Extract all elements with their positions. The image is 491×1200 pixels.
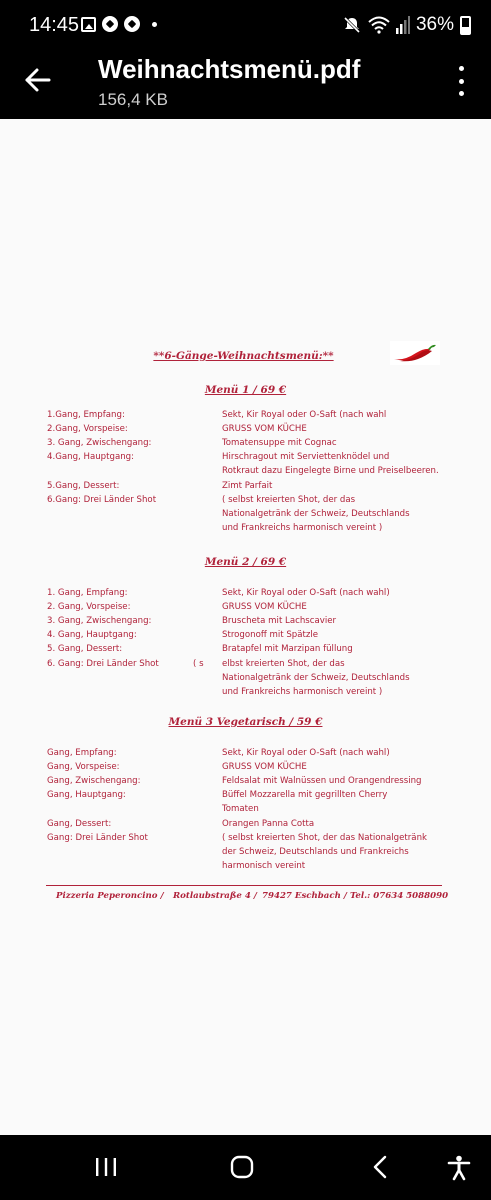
battery-percent: 36% [415,14,454,35]
course-label: 4.Gang, Hauptgang: [47,452,135,463]
course-dish: Zimt Parfait [222,480,273,491]
course-label: 2. Gang, Vorspeise: [47,602,131,613]
more-options-icon[interactable] [451,66,471,96]
footer-street: Rotlaubstraße 4 / [173,891,257,901]
course-label: Gang, Hauptgang: [47,790,126,801]
course-dish: Nationalgetränk der Schweiz, Deutschlands [222,672,410,683]
menu-title [0,716,491,728]
course-fragment: ( s [193,658,204,669]
course-dish: der Schweiz, Deutschlands und Frankreichs [222,846,409,857]
course-label: Gang, Empfang: [47,748,117,758]
course-dish: Büffel Mozzarella mit gegrillten Cherry [222,790,388,801]
footer-phone: Tel.: 07634 5088090 [350,891,449,901]
course-label: 6.Gang: Drei Länder Shot [47,494,157,505]
footer-divider [46,885,442,886]
recent-apps-icon[interactable] [94,1155,118,1179]
course-dish: Orangen Panna Cotta [222,818,315,829]
course-dish: ( selbst kreierten Shot, der das Nationalgetränk [222,832,427,843]
course-label: 3. Gang, Zwischengang: [47,616,152,627]
course-label: 5.Gang, Dessert: [47,480,120,491]
signal-icon [396,16,410,34]
course-label: Gang, Dessert: [47,818,112,829]
gallery-icon [81,17,96,32]
soccer-ball-icon [124,16,140,32]
document-title: Weihnachtsmenü.pdf [98,54,361,84]
course-label: 1. Gang, Empfang: [47,588,128,598]
wifi-icon [368,16,390,34]
course-dish: und Frankreichs harmonisch vereint ) [222,522,383,533]
soccer-ball-icon [102,16,118,32]
course-dish: Sekt, Kir Royal oder O-Saft (nach wahl) [222,588,390,598]
navigation-bar [0,1135,491,1200]
course-label: 3. Gang, Zwischengang: [47,438,152,449]
course-dish: ( selbst kreierten Shot, der das [222,494,356,505]
course-dish: Tomaten [222,804,259,815]
chili-pepper-icon [390,341,440,365]
course-dish: harmonisch vereint [222,860,306,871]
course-dish: Rotkraut dazu Eingelegte Birne und Preiselbeeren. [222,466,439,477]
menu-title-text: Menü 3 Vegetarisch / 59 € [168,716,323,728]
course-dish: GRUSS VOM KÜCHE [222,762,307,773]
course-dish: GRUSS VOM KÜCHE [222,602,307,613]
menu-title [0,556,491,568]
menu-title [0,384,491,396]
course-label: Gang, Vorspeise: [47,762,120,773]
pdf-page [0,119,491,1135]
footer-city: 79427 Eschbach / [262,891,347,901]
menu-main-title: **6-Gänge-Weihnachtsmenü:** [153,350,334,362]
clock: 14:45 [29,14,80,36]
menu-title-text: Menü 1 / 69 € [204,384,287,396]
document-size: 156,4 KB [98,90,168,109]
course-dish: Hirschragout mit Serviettenknödel und [222,452,390,463]
dot-icon [152,22,157,27]
status-bar [0,0,491,52]
notification-icons [81,16,157,32]
app-bar [0,52,491,119]
course-dish: elbst kreierten Shot, der das [222,658,345,669]
course-label: Gang: Drei Länder Shot [47,832,148,843]
course-label: 6. Gang: Drei Länder Shot [47,658,159,669]
course-dish: Sekt, Kir Royal oder O-Saft (nach wahl) [222,748,390,758]
course-dish: GRUSS VOM KÜCHE [222,424,307,435]
course-dish: Bruscheta mit Lachscavier [222,616,337,627]
back-arrow-icon[interactable] [20,62,56,98]
battery-icon [460,16,471,35]
system-icons [342,14,471,36]
course-dish: Sekt, Kir Royal oder O-Saft (nach wahl [222,410,387,420]
menu-title-text: Menü 2 / 69 € [204,556,287,568]
mute-icon [342,15,362,35]
course-dish: Strogonoff mit Spätzle [222,630,319,641]
course-dish: und Frankreichs harmonisch vereint ) [222,686,383,697]
footer-name: Pizzeria Peperoncino / [56,891,164,901]
course-label: 4. Gang, Hauptgang: [47,630,137,641]
accessibility-icon[interactable] [446,1155,472,1181]
course-label: 2.Gang, Vorspeise: [47,424,128,435]
course-dish: Tomatensuppe mit Cognac [222,438,337,449]
course-label: 5. Gang, Dessert: [47,644,123,655]
course-label: Gang, Zwischengang: [47,776,141,787]
back-icon[interactable] [370,1155,392,1179]
home-icon[interactable] [230,1155,254,1179]
course-dish: Nationalgetränk der Schweiz, Deutschlands [222,508,410,519]
course-label: 1.Gang, Empfang: [47,410,125,420]
course-dish: Bratapfel mit Marzipan füllung [222,644,353,655]
course-dish: Feldsalat mit Walnüssen und Orangendressing [222,776,422,787]
pdf-viewer[interactable] [0,119,491,1135]
